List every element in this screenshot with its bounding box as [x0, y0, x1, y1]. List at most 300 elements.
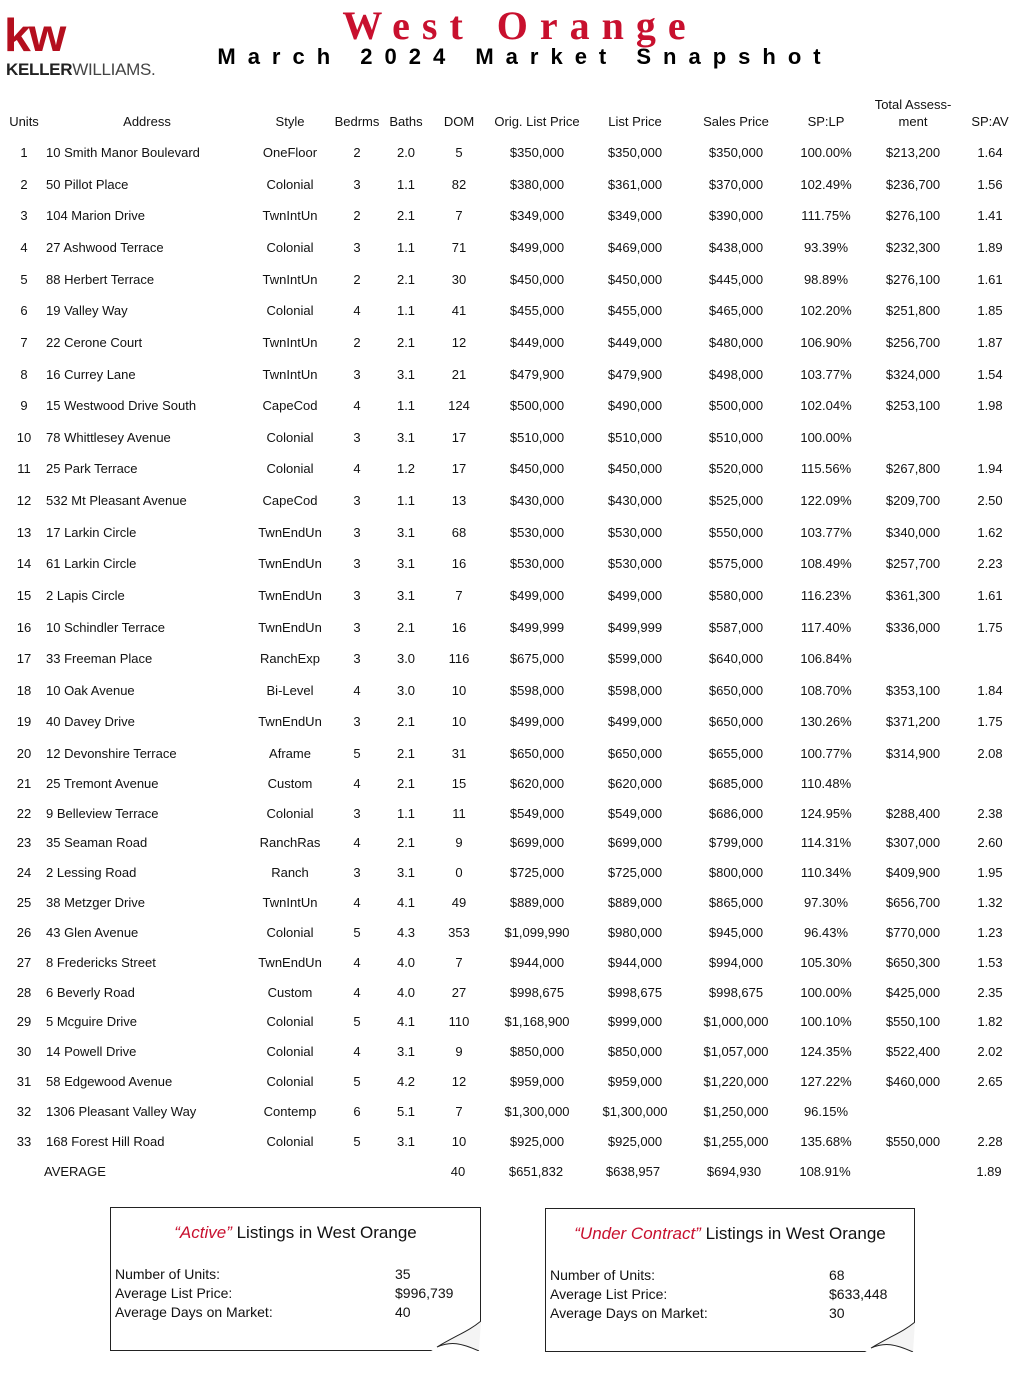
page-curl-icon: [865, 1322, 915, 1352]
table-cell-orig: $499,999: [509, 620, 565, 635]
table-cell-orig: $959,000: [509, 1074, 565, 1089]
table-cell-style: Colonial: [266, 1014, 314, 1029]
table-cell-unit: 12: [16, 493, 32, 508]
table-cell-address: 12 Devonshire Terrace: [46, 746, 177, 761]
contract-units-label: Number of Units:: [550, 1267, 656, 1283]
table-cell-orig: $450,000: [509, 272, 565, 287]
table-cell-sale: $587,000: [708, 620, 764, 635]
table-cell-sale: $510,000: [708, 430, 764, 445]
table-cell-splp: 100.00%: [800, 430, 852, 445]
table-cell-bedrms: 3: [353, 806, 361, 821]
table-cell-list: $490,000: [607, 398, 663, 413]
table-cell-splp: 110.48%: [800, 776, 852, 791]
table-cell-bedrms: 4: [353, 895, 361, 910]
table-cell-baths: 3.1: [396, 865, 416, 880]
table-cell-splp: 105.30%: [800, 955, 852, 970]
table-cell-style: TwnIntUn: [262, 335, 318, 350]
table-cell-baths: 5.1: [396, 1104, 416, 1119]
contract-box-title-emphasis: “Under Contract”: [574, 1224, 701, 1243]
average-list-price: $638,957: [605, 1164, 661, 1179]
column-header-total-assessment-line1: Total Assess-: [874, 97, 952, 112]
table-cell-orig: $598,000: [509, 683, 565, 698]
under-contract-listings-box: [545, 1208, 915, 1352]
table-cell-baths: 3.1: [396, 367, 416, 382]
table-cell-orig: $499,000: [509, 714, 565, 729]
table-cell-address: 50 Pillot Place: [46, 177, 129, 192]
page-title: West Orange: [342, 3, 698, 48]
table-cell-orig: $530,000: [509, 556, 565, 571]
table-cell-dom: 16: [451, 556, 467, 571]
table-cell-address: 15 Westwood Drive South: [46, 398, 197, 413]
table-cell-address: 38 Metzger Drive: [46, 895, 145, 910]
table-cell-splp: 124.95%: [800, 806, 852, 821]
table-cell-sale: $1,255,000: [703, 1134, 769, 1149]
table-cell-unit: 25: [16, 895, 32, 910]
table-cell-dom: 13: [451, 493, 467, 508]
table-cell-sale: $650,000: [708, 714, 764, 729]
table-cell-assess: $324,000: [885, 367, 941, 382]
table-cell-spav: 2.60: [977, 835, 1003, 850]
table-cell-unit: 8: [20, 367, 28, 382]
table-cell-sale: $390,000: [708, 208, 764, 223]
table-cell-orig: $349,000: [509, 208, 565, 223]
table-cell-baths: 2.1: [396, 335, 416, 350]
table-cell-assess: $336,000: [885, 620, 941, 635]
table-cell-dom: 110: [448, 1014, 470, 1029]
table-cell-assess: $236,700: [885, 177, 941, 192]
active-avg-dom-value: 40: [395, 1304, 411, 1320]
table-cell-style: CapeCod: [262, 493, 318, 508]
table-cell-address: 2 Lapis Circle: [46, 588, 125, 603]
table-cell-bedrms: 3: [353, 556, 361, 571]
table-cell-unit: 26: [16, 925, 32, 940]
table-cell-splp: 108.70%: [800, 683, 852, 698]
table-cell-bedrms: 3: [353, 367, 361, 382]
table-cell-spav: 1.23: [977, 925, 1003, 940]
table-cell-baths: 1.1: [396, 493, 416, 508]
table-cell-address: 58 Edgewood Avenue: [46, 1074, 173, 1089]
table-cell-assess: $307,000: [885, 835, 941, 850]
table-cell-baths: 2.1: [396, 620, 416, 635]
table-cell-assess: $371,200: [885, 714, 941, 729]
keller-williams-logo: [4, 9, 156, 82]
table-cell-unit: 3: [20, 208, 28, 223]
table-cell-bedrms: 4: [353, 985, 361, 1000]
table-cell-assess: $353,100: [885, 683, 941, 698]
table-cell-address: 22 Cerone Court: [46, 335, 143, 350]
table-cell-bedrms: 3: [353, 240, 361, 255]
table-cell-spav: 1.98: [977, 398, 1003, 413]
table-cell-address: 78 Whittlesey Avenue: [46, 430, 171, 445]
table-cell-splp: 103.77%: [800, 525, 852, 540]
table-cell-baths: 2.0: [396, 145, 416, 160]
table-cell-spav: 2.02: [977, 1044, 1003, 1059]
table-cell-style: TwnEndUn: [258, 714, 322, 729]
table-cell-address: 61 Larkin Circle: [46, 556, 137, 571]
table-cell-assess: $256,700: [885, 335, 941, 350]
table-cell-splp: 114.31%: [800, 835, 852, 850]
table-cell-dom: 82: [451, 177, 467, 192]
table-cell-unit: 21: [16, 776, 32, 791]
table-cell-dom: 12: [451, 1074, 467, 1089]
table-cell-spav: 1.75: [977, 620, 1003, 635]
table-cell-dom: 116: [448, 651, 470, 666]
table-cell-dom: 10: [451, 683, 467, 698]
table-cell-orig: $350,000: [509, 145, 565, 160]
table-cell-bedrms: 4: [353, 776, 361, 791]
table-cell-unit: 19: [16, 714, 32, 729]
table-cell-unit: 16: [16, 620, 32, 635]
table-cell-baths: 4.1: [396, 1014, 416, 1029]
table-cell-baths: 3.1: [396, 588, 416, 603]
table-cell-spav: 2.28: [977, 1134, 1003, 1149]
table-cell-sale: $640,000: [708, 651, 764, 666]
table-cell-bedrms: 2: [353, 145, 361, 160]
table-cell-bedrms: 5: [353, 925, 361, 940]
table-cell-spav: 2.23: [977, 556, 1003, 571]
column-header-bedrms: Bedrms: [334, 114, 380, 129]
table-cell-orig: $499,000: [509, 588, 565, 603]
table-cell-sale: $655,000: [708, 746, 764, 761]
table-cell-bedrms: 3: [353, 493, 361, 508]
table-cell-sale: $500,000: [708, 398, 764, 413]
table-cell-orig: $499,000: [509, 240, 565, 255]
active-box-title: [111, 1222, 480, 1244]
table-cell-baths: 2.1: [396, 746, 416, 761]
table-cell-sale: $1,220,000: [703, 1074, 769, 1089]
table-cell-orig: $699,000: [509, 835, 565, 850]
table-cell-list: $850,000: [607, 1044, 663, 1059]
table-cell-unit: 7: [20, 335, 28, 350]
table-cell-style: Colonial: [266, 1074, 314, 1089]
table-cell-sale: $580,000: [708, 588, 764, 603]
table-cell-splp: 100.77%: [800, 746, 852, 761]
table-cell-spav: 1.84: [977, 683, 1003, 698]
table-cell-spav: 1.41: [977, 208, 1003, 223]
table-cell-bedrms: 3: [353, 651, 361, 666]
column-header-dom: DOM: [443, 114, 475, 129]
table-cell-splp: 116.23%: [800, 588, 852, 603]
table-cell-orig: $1,099,990: [504, 925, 570, 940]
table-cell-splp: 102.04%: [800, 398, 852, 413]
average-orig-list-price: $651,832: [508, 1164, 564, 1179]
column-header-address: Address: [123, 114, 171, 129]
table-cell-splp: 103.77%: [800, 367, 852, 382]
table-cell-bedrms: 3: [353, 620, 361, 635]
table-cell-list: $699,000: [607, 835, 663, 850]
table-cell-unit: 30: [16, 1044, 32, 1059]
table-cell-address: 1306 Pleasant Valley Way: [46, 1104, 197, 1119]
column-header-unit: Units: [9, 114, 39, 129]
table-cell-spav: 1.32: [977, 895, 1003, 910]
table-cell-orig: $430,000: [509, 493, 565, 508]
table-cell-baths: 4.3: [396, 925, 416, 940]
table-cell-dom: 21: [451, 367, 467, 382]
table-cell-splp: 106.84%: [800, 651, 852, 666]
active-units-label: Number of Units:: [115, 1266, 221, 1282]
table-cell-address: 33 Freeman Place: [46, 651, 153, 666]
table-cell-list: $499,000: [607, 714, 663, 729]
table-cell-address: 43 Glen Avenue: [46, 925, 139, 940]
table-cell-style: TwnEndUn: [258, 525, 322, 540]
table-cell-list: $350,000: [607, 145, 663, 160]
table-cell-address: 6 Beverly Road: [46, 985, 135, 1000]
table-cell-splp: 122.09%: [800, 493, 852, 508]
table-cell-dom: 0: [455, 865, 463, 880]
table-cell-address: 10 Oak Avenue: [46, 683, 135, 698]
table-cell-spav: 1.75: [977, 714, 1003, 729]
kw-logo-mark: kw: [4, 9, 65, 61]
table-cell-dom: 10: [451, 714, 467, 729]
table-cell-sale: $998,675: [708, 985, 764, 1000]
table-cell-unit: 29: [16, 1014, 32, 1029]
table-cell-baths: 4.0: [396, 955, 416, 970]
table-cell-dom: 11: [452, 806, 466, 821]
table-cell-bedrms: 3: [353, 525, 361, 540]
table-cell-sale: $498,000: [708, 367, 764, 382]
table-cell-baths: 3.1: [396, 1134, 416, 1149]
table-cell-sale: $520,000: [708, 461, 764, 476]
table-cell-sale: $945,000: [708, 925, 764, 940]
table-cell-list: $449,000: [607, 335, 663, 350]
table-cell-splp: 135.68%: [800, 1134, 852, 1149]
table-cell-sale: $994,000: [708, 955, 764, 970]
table-cell-sale: $575,000: [708, 556, 764, 571]
column-header-total-assessment-line2: ment: [898, 114, 928, 129]
table-cell-assess: $425,000: [885, 985, 941, 1000]
table-cell-dom: 68: [451, 525, 467, 540]
table-cell-unit: 2: [20, 177, 28, 192]
active-units-value: 35: [395, 1266, 411, 1282]
table-cell-assess: $288,400: [885, 806, 941, 821]
table-cell-orig: $889,000: [509, 895, 565, 910]
table-cell-unit: 24: [16, 865, 32, 880]
table-cell-baths: 3.0: [396, 651, 416, 666]
table-cell-dom: 12: [451, 335, 467, 350]
table-cell-assess: $276,100: [885, 272, 941, 287]
table-cell-style: TwnEndUn: [258, 588, 322, 603]
table-cell-splp: 96.15%: [803, 1104, 849, 1119]
table-cell-orig: $620,000: [509, 776, 565, 791]
table-cell-style: TwnIntUn: [262, 895, 318, 910]
table-cell-assess: $656,700: [885, 895, 941, 910]
table-cell-style: TwnIntUn: [262, 208, 318, 223]
table-cell-unit: 5: [20, 272, 28, 287]
contract-avg-price-label: Average List Price:: [550, 1286, 668, 1302]
table-cell-unit: 31: [16, 1074, 32, 1089]
table-cell-assess: $650,300: [885, 955, 941, 970]
table-cell-list: $925,000: [607, 1134, 663, 1149]
table-cell-spav: 1.89: [977, 240, 1003, 255]
table-cell-baths: 2.1: [396, 835, 416, 850]
table-cell-baths: 3.0: [396, 683, 416, 698]
table-cell-address: 27 Ashwood Terrace: [46, 240, 164, 255]
table-cell-style: OneFloor: [262, 145, 318, 160]
table-cell-sale: $370,000: [708, 177, 764, 192]
table-cell-spav: 1.53: [977, 955, 1003, 970]
active-avg-price-value: $996,739: [395, 1285, 454, 1301]
table-cell-bedrms: 4: [353, 683, 361, 698]
table-cell-unit: 6: [20, 303, 28, 318]
table-cell-sale: $445,000: [708, 272, 764, 287]
table-cell-bedrms: 3: [353, 430, 361, 445]
table-cell-unit: 22: [16, 806, 32, 821]
table-cell-sale: $799,000: [708, 835, 764, 850]
table-cell-unit: 32: [16, 1104, 32, 1119]
table-cell-unit: 33: [16, 1134, 32, 1149]
table-cell-sale: $350,000: [708, 145, 764, 160]
table-cell-unit: 4: [20, 240, 28, 255]
column-header-baths: Baths: [389, 114, 423, 129]
table-cell-address: 25 Tremont Avenue: [46, 776, 159, 791]
table-cell-spav: 1.82: [977, 1014, 1003, 1029]
table-cell-dom: 30: [451, 272, 467, 287]
table-cell-dom: 49: [451, 895, 467, 910]
table-cell-bedrms: 5: [353, 746, 361, 761]
contract-avg-dom-label: Average Days on Market:: [550, 1305, 708, 1321]
table-cell-spav: 1.61: [977, 588, 1003, 603]
table-cell-splp: 102.49%: [800, 177, 852, 192]
table-cell-style: RanchRas: [259, 835, 321, 850]
table-cell-bedrms: 5: [353, 1134, 361, 1149]
table-cell-list: $999,000: [607, 1014, 663, 1029]
table-cell-address: 35 Seaman Road: [46, 835, 148, 850]
table-cell-list: $944,000: [607, 955, 663, 970]
table-cell-sale: $686,000: [708, 806, 764, 821]
table-cell-list: $469,000: [607, 240, 663, 255]
table-cell-list: $620,000: [607, 776, 663, 791]
brand-name-light: WILLIAMS.: [72, 60, 156, 79]
table-cell-baths: 1.1: [396, 303, 416, 318]
table-cell-style: TwnEndUn: [258, 556, 322, 571]
table-cell-baths: 2.1: [396, 272, 416, 287]
table-cell-dom: 10: [451, 1134, 467, 1149]
table-cell-assess: $209,700: [885, 493, 941, 508]
table-cell-bedrms: 4: [353, 1044, 361, 1059]
table-cell-dom: 7: [455, 588, 463, 603]
table-cell-spav: 1.54: [977, 367, 1003, 382]
table-cell-dom: 9: [455, 835, 463, 850]
table-cell-baths: 4.1: [396, 895, 416, 910]
table-cell-bedrms: 4: [353, 398, 361, 413]
table-cell-assess: $257,700: [885, 556, 941, 571]
table-cell-bedrms: 4: [353, 303, 361, 318]
table-cell-orig: $380,000: [509, 177, 565, 192]
table-cell-baths: 2.1: [396, 776, 416, 791]
table-cell-unit: 1: [20, 145, 28, 160]
table-cell-splp: 100.00%: [800, 985, 852, 1000]
table-cell-spav: 1.94: [977, 461, 1003, 476]
table-cell-style: Custom: [267, 985, 313, 1000]
table-cell-bedrms: 6: [353, 1104, 361, 1119]
table-cell-unit: 15: [16, 588, 32, 603]
table-cell-list: $530,000: [607, 556, 663, 571]
table-cell-list: $450,000: [607, 272, 663, 287]
table-cell-unit: 28: [16, 985, 32, 1000]
table-cell-unit: 9: [20, 398, 28, 413]
table-cell-orig: $1,300,000: [504, 1104, 570, 1119]
table-cell-assess: $276,100: [885, 208, 941, 223]
table-cell-spav: 1.62: [977, 525, 1003, 540]
table-cell-bedrms: 2: [353, 272, 361, 287]
table-cell-bedrms: 4: [353, 835, 361, 850]
table-cell-bedrms: 5: [353, 1074, 361, 1089]
table-cell-sale: $525,000: [708, 493, 764, 508]
table-cell-style: Colonial: [266, 177, 314, 192]
table-cell-unit: 27: [16, 955, 32, 970]
table-cell-dom: 353: [448, 925, 470, 940]
table-cell-dom: 7: [455, 955, 463, 970]
table-cell-list: $598,000: [607, 683, 663, 698]
table-cell-unit: 14: [16, 556, 32, 571]
brand-name: [6, 60, 155, 80]
table-cell-bedrms: 4: [353, 955, 361, 970]
contract-avg-price-value: $633,448: [829, 1286, 888, 1302]
table-cell-dom: 16: [451, 620, 467, 635]
column-header-total-assessment: [875, 96, 952, 130]
table-cell-assess: $460,000: [885, 1074, 941, 1089]
table-cell-assess: $770,000: [885, 925, 941, 940]
table-cell-assess: $550,100: [885, 1014, 941, 1029]
brand-name-bold: KELLER: [6, 60, 73, 79]
table-cell-list: $450,000: [607, 461, 663, 476]
table-cell-list: $980,000: [607, 925, 663, 940]
table-cell-style: Custom: [267, 776, 313, 791]
table-cell-style: TwnEndUn: [258, 620, 322, 635]
table-cell-bedrms: 3: [353, 714, 361, 729]
table-cell-splp: 102.20%: [800, 303, 852, 318]
table-cell-splp: 100.00%: [800, 145, 852, 160]
table-cell-baths: 4.0: [396, 985, 416, 1000]
table-cell-dom: 5: [455, 145, 463, 160]
table-cell-style: Contemp: [263, 1104, 317, 1119]
active-listings-box: [110, 1207, 481, 1351]
table-cell-orig: $675,000: [509, 651, 565, 666]
table-cell-bedrms: 3: [353, 177, 361, 192]
table-cell-splp: 117.40%: [800, 620, 852, 635]
table-cell-dom: 15: [451, 776, 467, 791]
table-cell-list: $650,000: [607, 746, 663, 761]
table-cell-unit: 13: [16, 525, 32, 540]
table-cell-address: 5 Mcguire Drive: [46, 1014, 138, 1029]
table-cell-sale: $685,000: [708, 776, 764, 791]
table-cell-splp: 98.89%: [803, 272, 849, 287]
table-cell-splp: 124.35%: [800, 1044, 852, 1059]
contract-units-value: 68: [829, 1267, 845, 1283]
table-cell-splp: 108.49%: [800, 556, 852, 571]
table-cell-address: 10 Smith Manor Boulevard: [46, 145, 200, 160]
table-cell-style: Colonial: [266, 430, 314, 445]
column-header-list: List Price: [608, 114, 662, 129]
table-cell-list: $510,000: [607, 430, 663, 445]
table-cell-sale: $1,000,000: [703, 1014, 769, 1029]
table-cell-orig: $650,000: [509, 746, 565, 761]
table-cell-address: 532 Mt Pleasant Avenue: [46, 493, 187, 508]
table-cell-splp: 100.10%: [800, 1014, 852, 1029]
average-row-label: AVERAGE: [44, 1164, 106, 1179]
table-cell-sale: $1,057,000: [703, 1044, 769, 1059]
table-cell-list: $998,675: [607, 985, 663, 1000]
table-cell-orig: $925,000: [509, 1134, 565, 1149]
table-cell-spav: 2.65: [977, 1074, 1003, 1089]
table-cell-list: $349,000: [607, 208, 663, 223]
table-cell-orig: $500,000: [509, 398, 565, 413]
column-header-spav: SP:AV: [971, 114, 1009, 129]
table-cell-splp: 97.30%: [803, 895, 849, 910]
table-cell-unit: 20: [16, 746, 32, 761]
table-cell-dom: 9: [455, 1044, 463, 1059]
table-cell-spav: 2.50: [977, 493, 1003, 508]
